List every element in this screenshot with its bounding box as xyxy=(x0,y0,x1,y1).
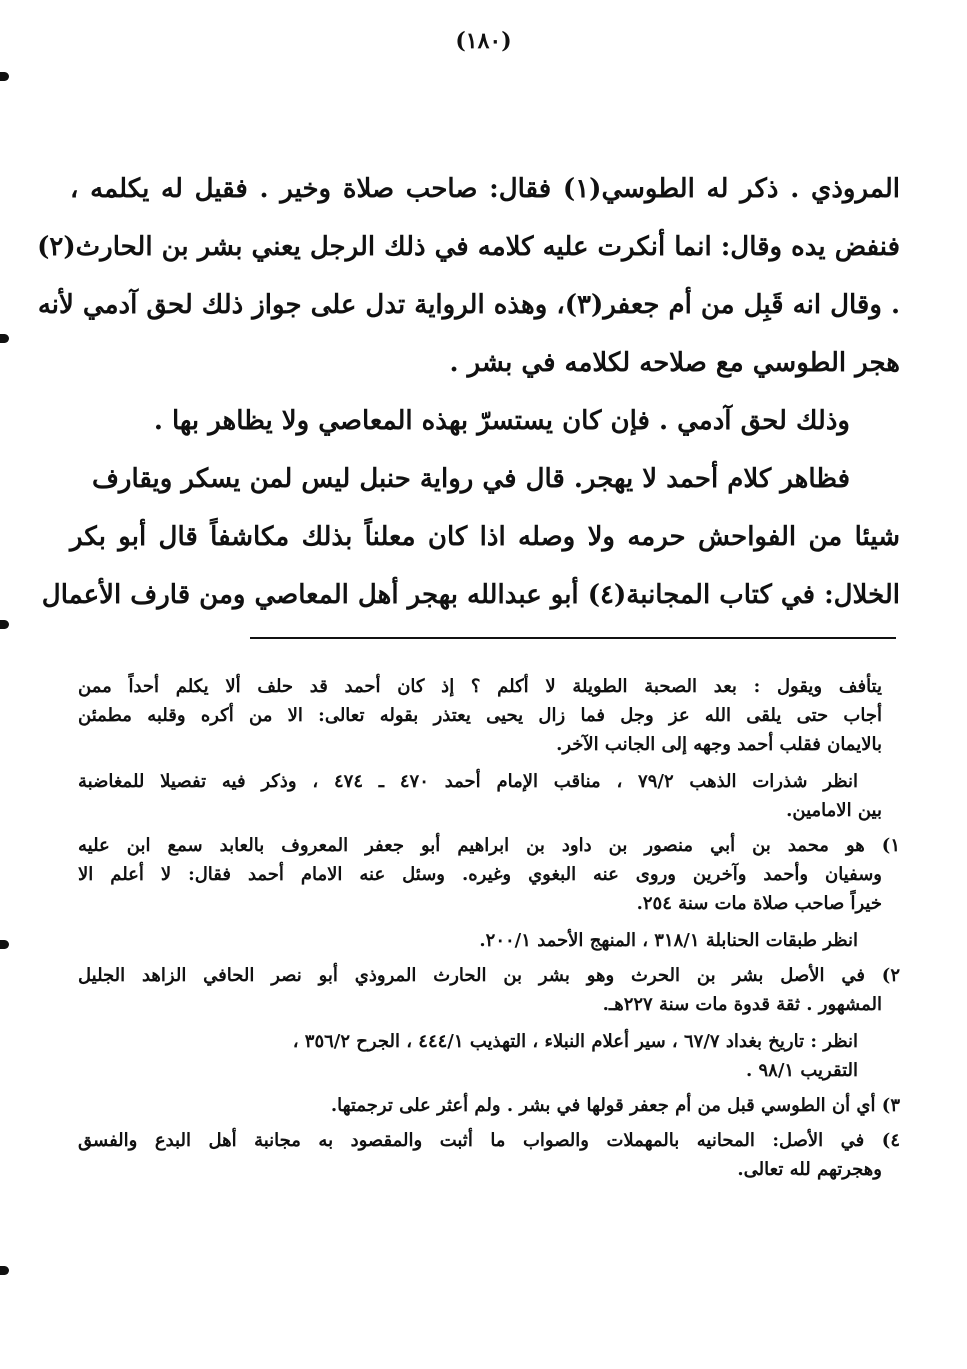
main-line: هجر الطوسي مع صلاحه لكلامه في بشر . xyxy=(449,348,900,378)
footnote-reference: انظر طبقات الحنابلة ٣١٨/١ ، المنهج الأحمد ٢٠٠/١. xyxy=(479,930,858,951)
footnote-line: بين الامامين. xyxy=(786,800,882,821)
footnote-text: في الأصل: المحانيه بالمهملات والصواب ما أثبت والمقصود به مجانبة أهل البدع والفسق xyxy=(78,1130,865,1151)
main-line: فنفض يده وقال: انما أنكرت عليه كلامه في ذلك الرجل يعني بشر بن الحارث(٢) xyxy=(37,232,900,262)
footnote-text: في الأصل بشر بن الحرث وهو بشر بن الحارث المروذي أبو نصر الحافي الزاهد الجليل xyxy=(78,965,865,986)
footnote-2 xyxy=(78,961,900,1085)
footnote-number: ٤) xyxy=(881,1130,900,1151)
footnote-line: بالايمان فقلب أحمد وجهه إلى الجانب الآخر. xyxy=(556,734,882,755)
footnote-number: ٣) xyxy=(881,1095,900,1116)
footnote-number: ٢) xyxy=(881,965,900,986)
footnote-line xyxy=(78,961,900,990)
main-line: وذلك لحق آدمي . فإن كان يستسرّ بهذه المعاصي ولا يظاهر بها . xyxy=(153,406,850,436)
footnote-line xyxy=(78,1126,900,1155)
scan-mark xyxy=(0,620,9,629)
footnote-1 xyxy=(78,831,900,955)
footnote-line xyxy=(78,831,900,860)
scan-mark xyxy=(0,72,9,81)
main-line: المروذي . ذكر له الطوسي(١) فقال: صاحب صلاة وخير . فقيل له يكلمه ، xyxy=(70,174,900,204)
footnote-text: هو محمد بن أبي منصور بن داود بن ابراهيم أبو جعفر المعروف بالعابد سمع ابن عليه xyxy=(78,835,865,856)
footnote-line: أجاب حتى يلقى الله عز وجل فما زال يحيى يعتذر بقوله تعالى: الا من أكره وقلبه مطمئن xyxy=(78,705,882,726)
footnote-line: خيراً صاحب صلاة مات سنة ٢٥٤. xyxy=(636,893,882,914)
scan-mark xyxy=(0,940,9,949)
main-line: فظاهر كلام أحمد لا يهجر. قال في رواية حنبل ليس لمن يسكر ويقارف xyxy=(91,464,850,494)
scan-mark xyxy=(0,334,9,343)
main-line: شيئا من الفواحش حرمه ولا وصله اذا كان معلناً بذلك مكاشفاً قال أبو بكر xyxy=(70,522,900,552)
footnote-line: التقريب ٩٨/١ . xyxy=(745,1060,858,1081)
footnote-line: المشهور . ثقة قدوة مات سنة ٢٢٧هـ. xyxy=(602,994,882,1015)
scan-mark xyxy=(0,1266,9,1275)
footnote-number: ١) xyxy=(881,835,900,856)
main-line: . وقال انه قَبِل من أم جعفر(٣)، وهذه الرواية تدل على جواز ذلك لحق آدمي لأنه xyxy=(37,290,900,320)
footnote-line: يتأفف ويقول : بعد الصحبة الطويلة لا أكلم ؟ إذ كان أحمد قد حلف ألا يكلم أحداً ممن xyxy=(78,676,882,697)
footnote-line: وسفيان وأحمد وآخرين وروى عنه البغوي وغيره. وسئل عنه الامام أحمد فقال: لا أعلم الا xyxy=(78,864,882,885)
footnote-reference: انظر : تاريخ بغداد ٦٧/٧ ، سير أعلام النبلاء ، التهذيب ٤٤٤/١ ، الجرح ٣٥٦/٢ ، xyxy=(292,1031,858,1052)
footnote-3 xyxy=(78,1091,900,1120)
footnote-reference: انظر شذرات الذهب ٧٩/٢ ، مناقب الإمام أحمد ٤٧٠ ـ ٤٧٤ ، وذكر فيه تفصيلا للمغاضبة xyxy=(78,771,858,792)
footnote-line: وهجرتهم لله تعالى. xyxy=(737,1159,882,1180)
footnotes xyxy=(78,672,900,1184)
main-text xyxy=(37,160,900,624)
footnote-divider xyxy=(250,637,896,639)
main-line: الخلال: في كتاب المجانبة(٤) أبو عبدالله بهجر أهل المعاصي ومن قارف الأعمال xyxy=(41,580,900,610)
page-number: (١٨٠) xyxy=(455,28,512,54)
footnote-4 xyxy=(78,1126,900,1184)
footnote-text: أي أن الطوسي قبل من أم جعفر قولها في بشر . ولم أعثر على ترجمتها. xyxy=(330,1095,876,1116)
footnote-line xyxy=(78,1091,900,1120)
